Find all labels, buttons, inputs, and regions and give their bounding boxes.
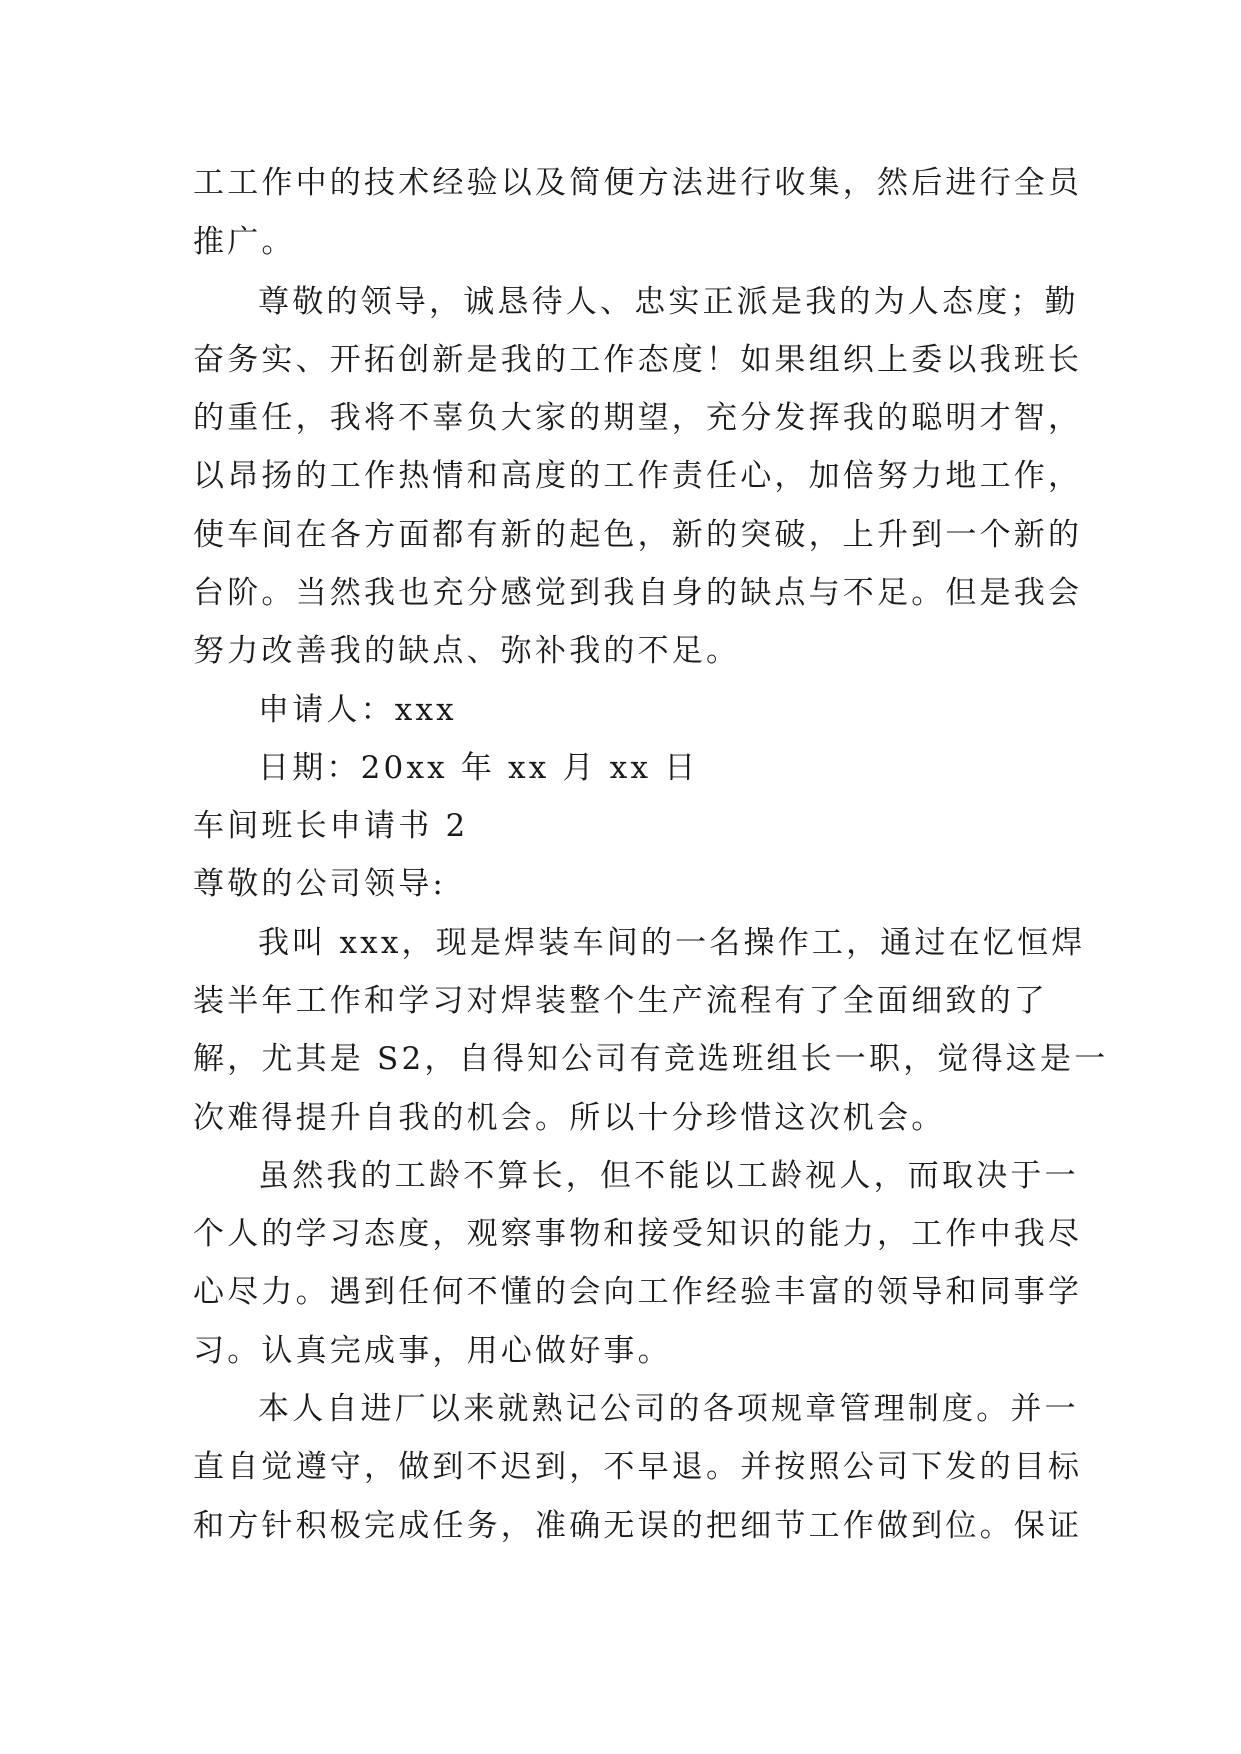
applicant-line: 申请人：xxx	[258, 692, 457, 728]
text-line: 台阶。当然我也充分感觉到我自身的缺点与不足。但是我会	[193, 575, 1083, 611]
text-line: 习。认真完成事，用心做好事。	[193, 1333, 672, 1369]
text-line: 直自觉遵守，做到不迟到，不早退。并按照公司下发的目标	[193, 1449, 1083, 1485]
text-line: 推广。	[193, 224, 296, 260]
text-line: 心尽力。遇到任何不懂的会向工作经验丰富的领导和同事学	[193, 1274, 1083, 1310]
text-line: 努力改善我的缺点、弥补我的不足。	[193, 633, 741, 669]
text-line: 奋务实、开拓创新是我的工作态度！如果组织上委以我班长	[193, 342, 1083, 378]
text-line: 和方针积极完成任务，准确无误的把细节工作做到位。保证	[193, 1508, 1083, 1544]
paragraph-start: 本人自进厂以来就熟记公司的各项规章管理制度。并一	[258, 1391, 1079, 1427]
salutation: 尊敬的公司领导:	[193, 866, 447, 902]
paragraph-start: 我叫 xxx，现是焊装车间的一名操作工，通过在忆恒焊	[258, 925, 1086, 961]
text-line: 以昂扬的工作热情和高度的工作责任心，加倍努力地工作，	[193, 458, 1083, 494]
section-title: 车间班长申请书 2	[193, 808, 469, 844]
paragraph-start: 尊敬的领导，诚恳待人、忠实正派是我的为人态度；勤	[258, 284, 1079, 320]
text-line: 的重任，我将不辜负大家的期望，充分发挥我的聪明才智，	[193, 400, 1083, 436]
text-line: 装半年工作和学习对焊装整个生产流程有了全面细致的了	[193, 983, 1048, 1019]
date-line: 日期：20xx 年 xx 月 xx 日	[258, 750, 699, 786]
text-line: 个人的学习态度，观察事物和接受知识的能力，工作中我尽	[193, 1216, 1083, 1252]
paragraph-start: 虽然我的工龄不算长，但不能以工龄视人，而取决于一	[258, 1158, 1079, 1194]
text-line: 使车间在各方面都有新的起色，新的突破，上升到一个新的	[193, 517, 1083, 553]
text-line: 工工作中的技术经验以及简便方法进行收集，然后进行全员	[193, 165, 1083, 201]
text-line: 解，尤其是 S2，自得知公司有竞选班组长一职，觉得这是一	[193, 1041, 1109, 1077]
text-line: 次难得提升自我的机会。所以十分珍惜这次机会。	[193, 1100, 946, 1136]
